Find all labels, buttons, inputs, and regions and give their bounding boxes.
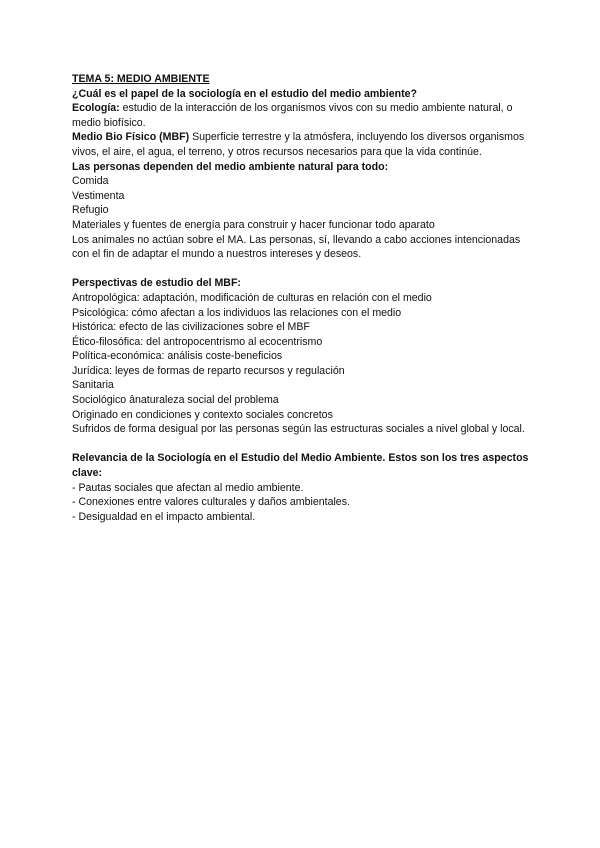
list-item: - Desigualdad en el impacto ambiental. — [72, 510, 256, 523]
list-item: - Pautas sociales que afectan al medio ambiente. — [72, 481, 304, 494]
dependencia-note: Los animales no actúan sobre el MA. Las personas, sí, llevando a cabo acciones intencionadas con el fin de adaptar el mundo a nuestros intereses y deseos. — [72, 233, 521, 261]
document-page — [72, 72, 532, 524]
list-item: Histórica: efecto de las civilizaciones sobre el MBF — [72, 321, 310, 334]
definition-term: Ecología: — [72, 102, 120, 115]
list-item: Materiales y fuentes de energía para construir y hacer funcionar todo aparato — [72, 218, 435, 231]
list-item: Política-económica: análisis coste-beneficios — [72, 350, 283, 363]
list-item: Antropológica: adaptación, modificación de culturas en relación con el medio — [72, 291, 432, 304]
list-item: Jurídica: leyes de formas de reparto recursos y regulación — [72, 364, 345, 377]
spacer — [72, 437, 532, 452]
list-item: Sanitaria — [72, 379, 114, 392]
relevancia-heading: Relevancia de la Sociología en el Estudio del Medio Ambiente. Estos son los tres aspectos clave: — [72, 452, 529, 480]
list-item: Sufridos de forma desigual por las personas según las estructuras sociales a nivel global y local. — [72, 423, 525, 436]
section-question: ¿Cuál es el papel de la sociología en el estudio del medio ambiente? — [72, 87, 417, 100]
definition-mbf — [72, 130, 532, 159]
dependencia-heading: Las personas dependen del medio ambiente natural para todo: — [72, 160, 389, 173]
page-title: TEMA 5: MEDIO AMBIENTE — [72, 73, 210, 85]
list-item: Psicológica: cómo afectan a los individuos las relaciones con el medio — [72, 306, 402, 319]
list-item: Sociológico ânaturaleza social del problema — [72, 394, 279, 407]
list-item: Comida — [72, 175, 109, 188]
list-item: Originado en condiciones y contexto sociales concretos — [72, 408, 333, 421]
list-item: Refugio — [72, 204, 109, 217]
definition-ecologia — [72, 101, 532, 130]
list-item: - Conexiones entre valores culturales y daños ambientales. — [72, 496, 350, 509]
definition-text: estudio de la interacción de los organismos vivos con su medio ambiente natural, o medio biofísico. — [72, 102, 513, 129]
list-item: Ético-filosófica: del antropocentrismo al ecocentrismo — [72, 335, 323, 348]
list-item: Vestimenta — [72, 189, 125, 202]
definition-term: Medio Bio Físico (MBF) — [72, 131, 190, 144]
spacer — [72, 262, 532, 277]
perspectivas-heading: Perspectivas de estudio del MBF: — [72, 277, 241, 290]
definition-text: Superficie terrestre y la atmósfera, incluyendo los diversos organismos vivos, el aire, el agua, el terreno, y otros recursos necesarios para que la vida continúe. — [72, 131, 525, 158]
